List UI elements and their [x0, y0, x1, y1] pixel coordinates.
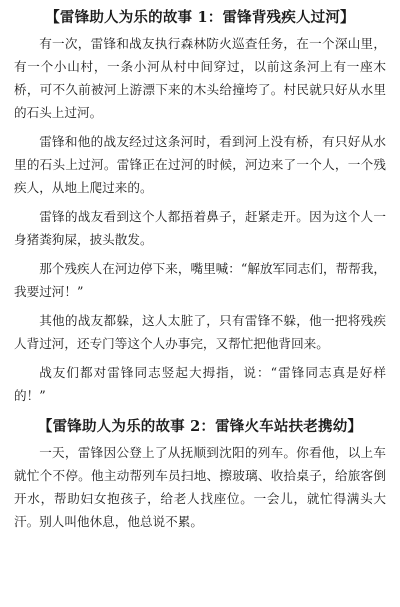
story-1-paragraph-6: 战友们都对雷锋同志竖起大拇指，说：“雷锋同志真是好样的！” — [14, 365, 386, 403]
story-1-paragraph-1: 有一次，雷锋和战友执行森林防火巡查任务，在一个深山里，有一个小山村，一条小河从村中间穿过，以前这条河上有一座木桥，可不久前被河上游漂下来的木头给撞垮了。村民就只好从水里的石头上过河。 — [14, 36, 386, 120]
story-2-paragraph-1: 一天，雷锋因公登上了从抚顺到沈阳的列车。你看他，以上车就忙个不停。他主动帮列车员扫地、擦玻璃、收拾桌子，给旅客倒开水，帮助妇女抱孩子，给老人找座位。一会儿，就忙得满头大汗。别人叫他休息，他总说不累。 — [14, 445, 386, 529]
story-2-title: 【雷锋助人为乐的故事 2：雷锋火车站扶老携幼】 — [37, 418, 363, 435]
story-1-title: 【雷锋助人为乐的故事 1：雷锋背残疾人过河】 — [45, 9, 355, 26]
story-1-paragraph-3: 雷锋的战友看到这个人都捂着鼻子，赶紧走开。因为这个人一身猪粪狗屎，披头散发。 — [14, 209, 386, 247]
story-1-paragraph-2: 雷锋和他的战友经过这条河时，看到河上没有桥，有只好从水里的石头上过河。雷锋正在过河的时候，河边来了一个人，一个残疾人，从地上爬过来的。 — [14, 134, 386, 195]
story-1-paragraph-4: 那个残疾人在河边停下来，嘴里喊：“解放军同志们，帮帮我，我要过河！” — [14, 261, 386, 299]
story-1-paragraph-5: 其他的战友都躲，这人太脏了，只有雷锋不躲，他一把将残疾人背过河，还专门等这个人办事完，又帮忙把他背回来。 — [14, 313, 386, 351]
